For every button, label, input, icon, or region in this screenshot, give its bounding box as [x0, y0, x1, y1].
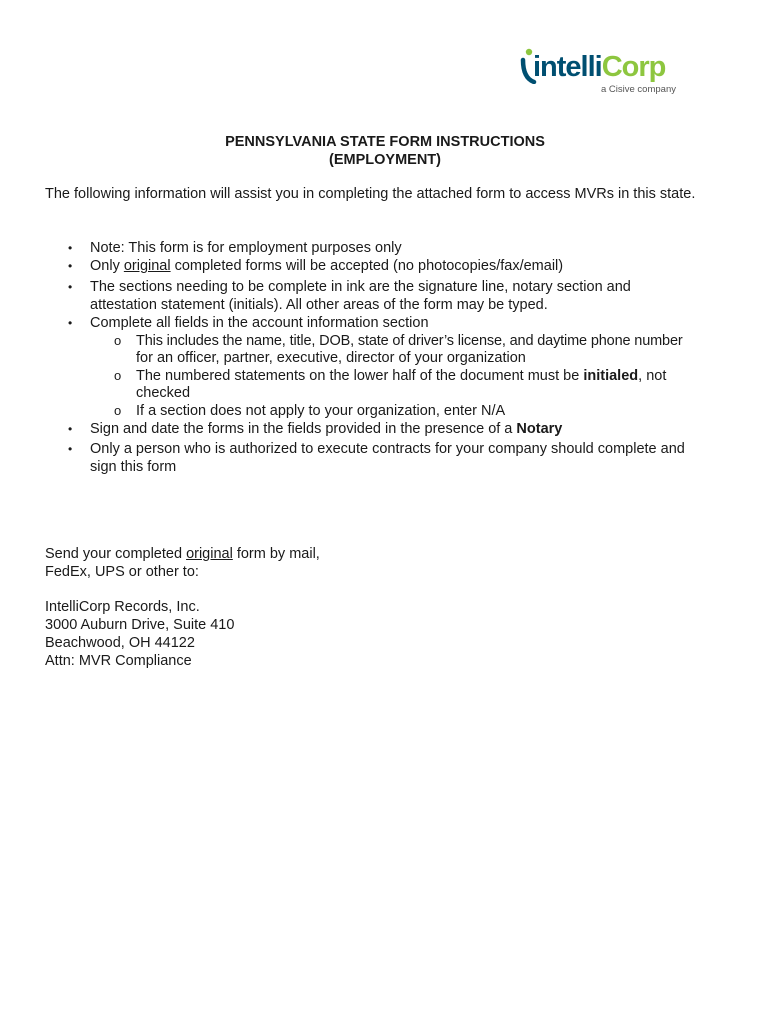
sub-item-na: If a section does not apply to your organization, enter N/A — [136, 403, 506, 419]
bold-word: Notary — [516, 421, 563, 437]
text-segment: form by mail, — [232, 546, 320, 562]
page-subtitle: (EMPLOYMENT) — [329, 152, 441, 168]
address-street: 3000 Auburn Drive, Suite 410 — [45, 617, 235, 633]
underlined-word: original — [123, 258, 171, 274]
address-city: Beachwood, OH 44122 — [45, 635, 195, 651]
address-company: IntelliCorp Records, Inc. — [45, 599, 200, 615]
bullet-marker: • — [68, 241, 73, 255]
list-item-note: Note: This form is for employment purposes only — [90, 240, 402, 256]
text-segment: Only — [90, 258, 124, 274]
text-segment: , not — [638, 368, 667, 384]
mail-line-1 — [45, 545, 320, 563]
bullet-marker: • — [68, 442, 73, 456]
bullet-marker: • — [68, 280, 73, 294]
logo-tagline: a Cisive company — [601, 84, 676, 95]
list-item-notary — [90, 420, 562, 438]
bullet-marker: • — [68, 422, 73, 436]
list-item-authorized: Only a person who is authorized to execute contracts for your company should complete and — [90, 441, 685, 457]
bullet-marker: • — [68, 259, 73, 273]
intellicorp-logo — [520, 44, 680, 100]
text-segment: completed forms will be accepted (no photocopies/fax/email) — [170, 258, 564, 274]
list-item-complete-fields: Complete all fields in the account information section — [90, 315, 429, 331]
list-item-ink-sections-cont: attestation statement (initials). All other areas of the form may be typed. — [90, 297, 548, 313]
bullet-marker: • — [68, 316, 73, 330]
list-item-original — [90, 257, 563, 275]
underlined-word: original — [186, 546, 233, 562]
sub-bullet-marker: o — [114, 368, 122, 383]
sub-item-includes-cont: for an officer, partner, executive, director of your organization — [136, 350, 526, 366]
mail-line-2: FedEx, UPS or other to: — [45, 564, 199, 580]
sub-bullet-marker: o — [114, 333, 122, 348]
text-segment: The numbered statements on the lower half of the document must be — [136, 368, 584, 384]
page-title: PENNSYLVANIA STATE FORM INSTRUCTIONS — [225, 134, 545, 150]
sub-bullet-marker: o — [114, 403, 122, 418]
text-segment: Send your completed — [45, 546, 187, 562]
sub-item-initialed-cont: checked — [136, 385, 191, 401]
address-attn: Attn: MVR Compliance — [45, 653, 192, 669]
logo-wordmark — [533, 50, 665, 84]
text-segment: Sign and date the forms in the fields provided in the presence of a — [90, 421, 517, 437]
intro-paragraph: The following information will assist you in completing the attached form to access MVRs in this state. — [45, 186, 696, 202]
sub-item-initialed — [136, 367, 666, 385]
sub-item-includes: This includes the name, title, DOB, state of driver’s license, and daytime phone number — [136, 333, 683, 349]
bold-word: initialed — [583, 368, 639, 384]
list-item-authorized-cont: sign this form — [90, 459, 177, 475]
logo-brand-first: intelli — [533, 51, 602, 83]
list-item-ink-sections: The sections needing to be complete in ink are the signature line, notary section and — [90, 279, 631, 295]
logo-brand-second: Corp — [601, 51, 666, 83]
